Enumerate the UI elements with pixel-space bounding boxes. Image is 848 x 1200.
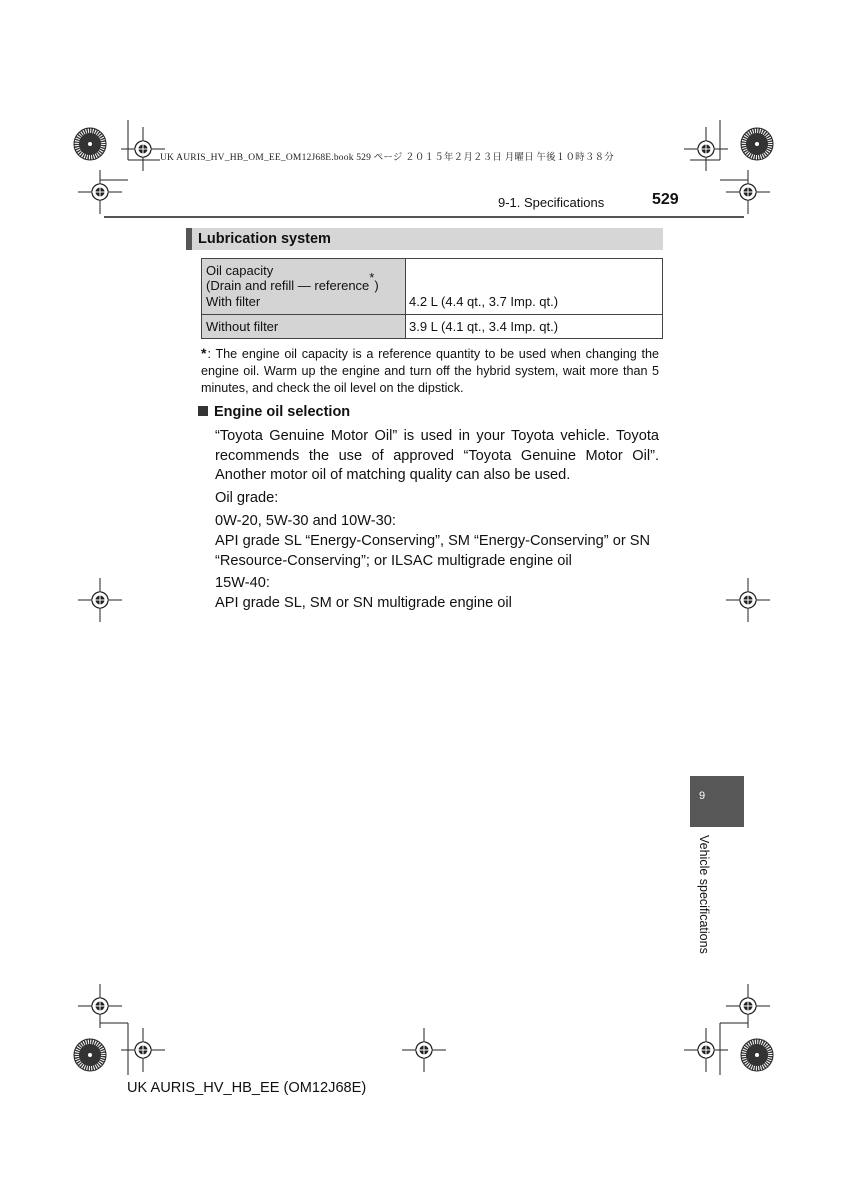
oil-grade-1-name: 0W-20, 5W-30 and 10W-30: (215, 513, 396, 529)
running-header-section: 9-1. Specifications (498, 195, 605, 210)
engine-oil-selection-heading: Engine oil selection (198, 404, 350, 420)
table-row-divider (202, 314, 662, 315)
corner-marks-top-left (74, 120, 165, 214)
footer-code: UK AURIS_HV_HB_EE (OM12J68E) (127, 1080, 367, 1096)
oil-grade-label: Oil grade: (215, 490, 279, 506)
oil-capacity-table (201, 258, 663, 339)
print-header: UK AURIS_HV_HB_OM_EE_OM12J68E.book 529 ページ ２０１５年２月２３日 月曜日 午後１０時３８分 (160, 153, 614, 163)
section-title: Lubrication system (198, 231, 331, 247)
table-value-without-filter: 3.9 L (4.1 qt., 3.4 Imp. qt.) (409, 319, 559, 334)
oil-grade-2-text: API grade SL, SM or SN multigrade engine oil (215, 595, 512, 611)
section-heading (186, 228, 663, 250)
corner-marks-top-right (684, 120, 773, 214)
footnote (201, 345, 659, 397)
chapter-tab-number: 9 (699, 790, 706, 802)
footnote-text: : The engine oil capacity is a reference quantity to be used when changing the engine oil. Warm up the engine and turn off the hybrid system, wait more than 5 minutes, and check the oil level on the dipstick. (201, 347, 659, 395)
reference-star: * (369, 269, 375, 285)
corner-marks-bottom-right (684, 984, 773, 1075)
square-bullet-icon (198, 406, 208, 416)
corner-marks-bottom-left (74, 984, 165, 1075)
footnote-marker: * (201, 345, 207, 361)
section-heading-bar (186, 228, 192, 250)
table-label-without-filter: Without filter (206, 319, 279, 334)
oil-grade-1-text: API grade SL “Energy-Conserving”, SM “Energy-Conserving” or SN “Resource-Conserving”; or ILSAC multigrade engine oil (215, 533, 651, 569)
table-label-oil-capacity: Oil capacity (206, 263, 274, 278)
header-rule (104, 216, 744, 218)
table-value-with-filter: 4.2 L (4.4 qt., 3.7 Imp. qt.) (409, 294, 559, 309)
table-label-drain-refill: (Drain and refill — reference*) (206, 269, 379, 293)
page-number: 529 (652, 191, 679, 208)
chapter-tab-label: Vehicle specifications (697, 835, 711, 954)
oil-grade-2-name: 15W-40: (215, 575, 270, 591)
table-label-with-filter: With filter (206, 294, 261, 309)
oil-selection-intro: “Toyota Genuine Motor Oil” is used in your Toyota vehicle. Toyota recommends the use of approved “Toyota Genuine Motor Oil”. Another motor oil of matching quality can also be used. (215, 428, 659, 483)
bottom-center-mark (402, 1028, 446, 1072)
